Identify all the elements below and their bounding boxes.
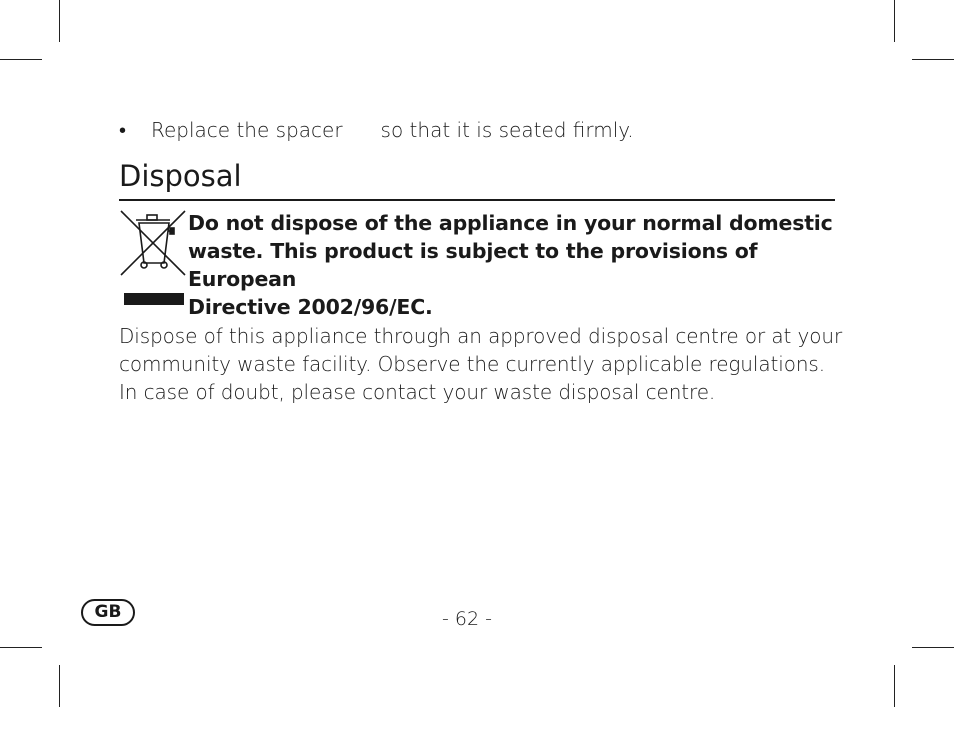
disposal-warning (188, 209, 838, 321)
crop-mark-bottom-right-horizontal (912, 647, 954, 648)
warning-line: Directive 2002/96/EC. (188, 295, 433, 319)
crop-mark-top-right-horizontal (912, 59, 954, 60)
crop-mark-bottom-left-vertical (59, 665, 60, 707)
page-number: - 62 - (442, 608, 492, 630)
body-line: In case of doubt, please contact your waste disposal centre. (119, 380, 716, 404)
country-badge: GB (81, 599, 135, 626)
heading-rule (119, 199, 835, 201)
disposal-instructions (119, 322, 843, 406)
section-title: Disposal (119, 159, 242, 193)
body-line: Dispose of this appliance through an approved disposal centre or at your (119, 324, 843, 348)
warning-line: waste. This product is subject to the provisions of European (188, 239, 758, 291)
crop-mark-top-left-vertical (59, 0, 60, 42)
warning-line: Do not dispose of the appliance in your normal domestic (188, 211, 833, 235)
bullet-instruction (119, 116, 634, 144)
crop-mark-top-left-horizontal (0, 59, 42, 60)
bullet-text-after: so that it is seated firmly. (380, 118, 634, 142)
bullet-symbol: • (119, 118, 127, 142)
crop-mark-bottom-left-horizontal (0, 647, 42, 648)
crop-mark-bottom-right-vertical (894, 665, 895, 707)
crossed-out-wheelie-bin-icon (118, 207, 186, 307)
bullet-text-before: Replace the spacer (151, 118, 343, 142)
body-line: community waste facility. Observe the currently applicable regulations. (119, 352, 825, 376)
crop-mark-top-right-vertical (894, 0, 895, 42)
